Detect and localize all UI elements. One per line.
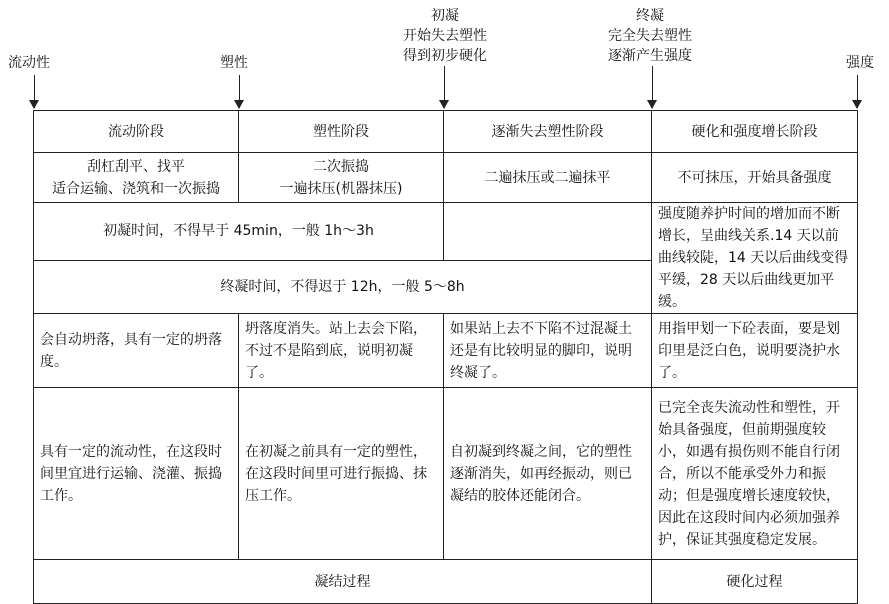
strength-growth-note: 强度随养护时间的增加而不断增长，呈曲线关系.14 天以前曲线较陡，14 天以后曲线变得平缓，28 天以后曲线更加平缓。 <box>652 203 858 314</box>
final-set-line-2: 逐渐产生强度 <box>608 48 692 64</box>
ops-plastic-line-2: 一遍抹压(机器抹压) <box>279 180 403 197</box>
concrete-setting-table <box>33 110 858 604</box>
ops-plastic-stage <box>239 153 444 203</box>
label-strength: 强度 <box>846 55 874 71</box>
final-set-block <box>590 6 710 66</box>
desc-losing-stage: 自初凝到终凝之间，它的塑性逐渐消失，如再经振动，则已凝结的胶体还能闭合。 <box>444 388 652 560</box>
final-set-title: 终凝 <box>636 8 664 24</box>
ops-plastic-line-1: 二次振捣 <box>313 158 369 175</box>
final-set-line-1: 完全失去塑性 <box>608 28 692 44</box>
initial-set-line-1: 开始失去塑性 <box>403 28 487 44</box>
label-plasticity: 塑性 <box>220 55 248 71</box>
process-footer-row <box>34 560 858 604</box>
desc-plastic-stage: 在初凝之前具有一定的塑性，在这段时间里可进行振捣、抹压工作。 <box>239 388 444 560</box>
initial-set-block <box>385 6 505 66</box>
desc-hardening-stage: 已完全丧失流动性和塑性，开始具备强度，但前期强度较小，如遇有损伤则不能自行闭合，所以不能承受外力和振动；但是强度增长速度较快，因此在这段时间内必须加强养护，保证其强度稳定发展。 <box>652 388 858 560</box>
observation-row <box>34 314 858 388</box>
initial-set-time-row <box>34 203 858 261</box>
initial-set-time-empty <box>444 203 652 261</box>
ops-fluid-line-2: 适合运输、浇筑和一次振捣 <box>52 180 220 197</box>
ops-fluid-line-1: 刮杠刮平、找平 <box>87 158 185 175</box>
obs-plastic-stage: 坍落度消失。站上去会下陷，不过不是陷到底，说明初凝了。 <box>239 314 444 388</box>
description-row <box>34 388 858 560</box>
final-set-time: 终凝时间，不得迟于 12h，一般 5～8h <box>34 260 652 313</box>
arrow-strength <box>857 75 858 108</box>
arrow-fluidity <box>34 75 35 108</box>
arrow-final-set <box>652 66 653 108</box>
header-hardening-stage: 硬化和强度增长阶段 <box>652 111 858 153</box>
footer-setting-process: 凝结过程 <box>34 560 652 604</box>
label-fluidity: 流动性 <box>8 55 50 71</box>
ops-losing-stage: 二遍抹压或二遍抹平 <box>444 153 652 203</box>
obs-hardening-stage: 用指甲划一下砼表面，要是划印里是泛白色，说明要浇护水了。 <box>652 314 858 388</box>
operations-row <box>34 153 858 203</box>
ops-hardening-stage: 不可抹压，开始具备强度 <box>652 153 858 203</box>
header-plastic-stage: 塑性阶段 <box>239 111 444 153</box>
obs-losing-stage: 如果站上去不下陷不过混凝土还是有比较明显的脚印，说明终凝了。 <box>444 314 652 388</box>
initial-set-time: 初凝时间，不得早于 45min，一般 1h～3h <box>34 203 444 261</box>
ops-fluid-stage <box>34 153 239 203</box>
arrow-initial-set <box>444 66 445 108</box>
header-fluid-stage: 流动阶段 <box>34 111 239 153</box>
initial-set-line-2: 得到初步硬化 <box>403 48 487 64</box>
initial-set-title: 初凝 <box>431 8 459 24</box>
obs-fluid-stage: 会自动坍落，具有一定的坍落度。 <box>34 314 239 388</box>
header-row <box>34 111 858 153</box>
header-losing-plasticity-stage: 逐渐失去塑性阶段 <box>444 111 652 153</box>
footer-hardening-process: 硬化过程 <box>652 560 858 604</box>
desc-fluid-stage: 具有一定的流动性，在这段时间里宜进行运输、浇灌、振捣工作。 <box>34 388 239 560</box>
arrow-plasticity <box>239 75 240 108</box>
